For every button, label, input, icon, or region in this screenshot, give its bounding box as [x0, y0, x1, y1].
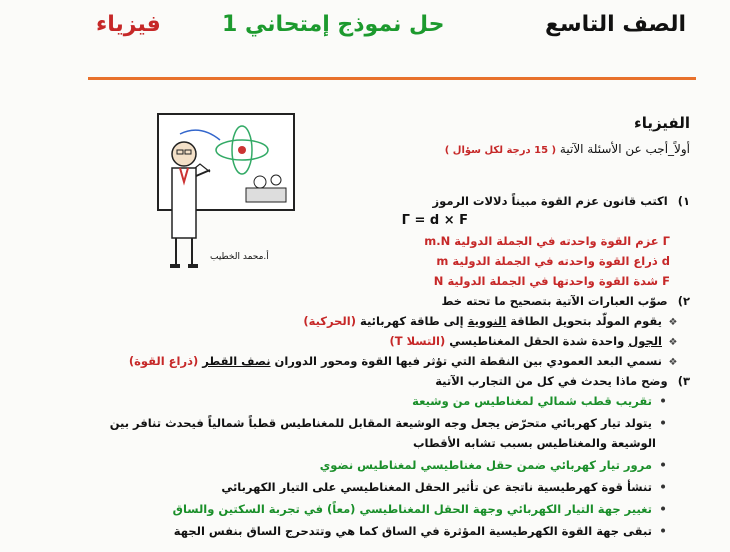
- q3-item: [320, 458, 670, 472]
- q2-item-underlined: نصف القطر: [202, 354, 271, 368]
- q1-def-unit: m: [436, 254, 449, 268]
- q2-item-text: إلى طاقة كهربائية: [359, 314, 468, 328]
- q3-item-text: مرور تيار كهربائي ضمن حقل مغناطيسي لمغناطيس نضوي: [319, 458, 652, 472]
- diamond-bullet-icon: ❖: [668, 357, 678, 368]
- diamond-bullet-icon: ❖: [668, 337, 678, 348]
- q2-item-underlined: النووية: [467, 314, 507, 328]
- q2-item: [303, 314, 680, 328]
- section-title: الفيزياء: [634, 114, 690, 132]
- q3-line: [435, 374, 690, 388]
- bullet-icon: •: [659, 502, 667, 516]
- q2-item-answer: (التسلا T): [389, 334, 446, 348]
- q1-number: ١): [677, 194, 690, 208]
- q2-item: [129, 354, 680, 368]
- q2-item-underlined: الجول: [628, 334, 662, 348]
- q2-item-answer: (ذراع القوة): [128, 354, 199, 368]
- q1-def-row: [434, 274, 670, 288]
- bullet-icon: •: [659, 458, 667, 472]
- q3-item-text: الوشيعة والمغناطيس بسبب تشابه الأقطاب: [413, 436, 656, 450]
- q2-text: صوّب العبارات الآتية بتصحيح ما تحته خط: [441, 294, 668, 308]
- q3-item-text: تقريب قطب شمالي لمغناطيس من وشيعة: [412, 394, 652, 408]
- q3-item-text: تغيير جهة التيار الكهربائي وجهة الحقل المغناطيسي (معاً) في تجربة السكتين والساق: [172, 502, 652, 516]
- q3-item: [412, 394, 670, 408]
- q2-item-text: واحدة شدة الحقل المغناطيسي: [449, 334, 629, 348]
- q3-item: [221, 480, 670, 494]
- q3-item-continued: [413, 436, 656, 450]
- header-divider: [88, 77, 696, 80]
- q3-item: [174, 524, 670, 538]
- q3-number: ٣): [677, 374, 690, 388]
- page-title: حل نموذج إمتحاني 1: [222, 12, 445, 37]
- q1-def-text: عزم القوة واحدته في الجملة الدولية: [454, 234, 659, 248]
- q1-def-text: ذراع القوة واحدته في الجملة الدولية: [452, 254, 658, 268]
- q1-def-unit: m.N: [424, 234, 451, 248]
- q3-item: [173, 502, 670, 516]
- instructions: [445, 142, 690, 156]
- diamond-bullet-icon: ❖: [668, 317, 678, 328]
- q2-number: ٢): [677, 294, 690, 308]
- bullet-icon: •: [659, 524, 667, 538]
- q2-item: [389, 334, 680, 348]
- teacher-illustration: [150, 110, 298, 280]
- q1-def-unit: N: [433, 274, 444, 288]
- instructions-text: أولاً_أجب عن الأسئلة الآتية: [559, 142, 690, 156]
- q2-line: [441, 294, 690, 308]
- q3-item-text: تنشأ قوة كهرطيسية ناتجة عن تأثير الحقل المغناطيسي على التيار الكهربائي: [221, 480, 652, 494]
- q1-def-row: [424, 234, 670, 248]
- bullet-icon: •: [659, 394, 667, 408]
- q1-formula: Γ = d × F: [401, 213, 468, 228]
- q2-item-text: يقوم المولّد بتحويل الطاقة: [506, 314, 662, 328]
- bullet-icon: •: [659, 416, 667, 430]
- q1-def-row: [436, 254, 670, 268]
- subject-label: فيزياء: [96, 12, 161, 37]
- q2-item-answer: (الحركية): [303, 314, 356, 328]
- page-header: [0, 0, 730, 64]
- q1-text: اكتب قانون عزم القوة مبيناً دلالات الرموز: [432, 194, 668, 208]
- q1-line: [433, 194, 690, 208]
- q1-def-symbol: d: [661, 254, 670, 268]
- q1-def-text: شدة القوة واحدتها في الجملة الدولية: [447, 274, 659, 288]
- instructions-note: ( 15 درجة لكل سؤال ): [444, 145, 557, 156]
- q3-item-text: تبقى جهة القوة الكهرطيسية المؤثرة في الساق كما هي وتتدحرج الساق بنفس الجهة: [173, 524, 652, 538]
- q1-def-symbol: F: [662, 274, 670, 288]
- illustration-caption: أ.محمد الخطيب: [210, 252, 269, 262]
- q2-item-text: نسمي البعد العمودي بين النقطة التي تؤثر فيها القوة ومحور الدوران: [270, 354, 662, 368]
- grade-label: الصف التاسع: [544, 12, 686, 37]
- q1-def-symbol: Γ: [662, 234, 670, 248]
- q3-item-text: يتولد تيار كهربائي متحرّض يجعل وجه الوشيعة المقابل للمغناطيس قطباً شمالياً فيحدث تنافر بين: [109, 416, 652, 430]
- q3-text: وضح ماذا يحدث في كل من التجارب الآتية: [435, 374, 668, 388]
- q3-item: [110, 416, 670, 430]
- bullet-icon: •: [659, 480, 667, 494]
